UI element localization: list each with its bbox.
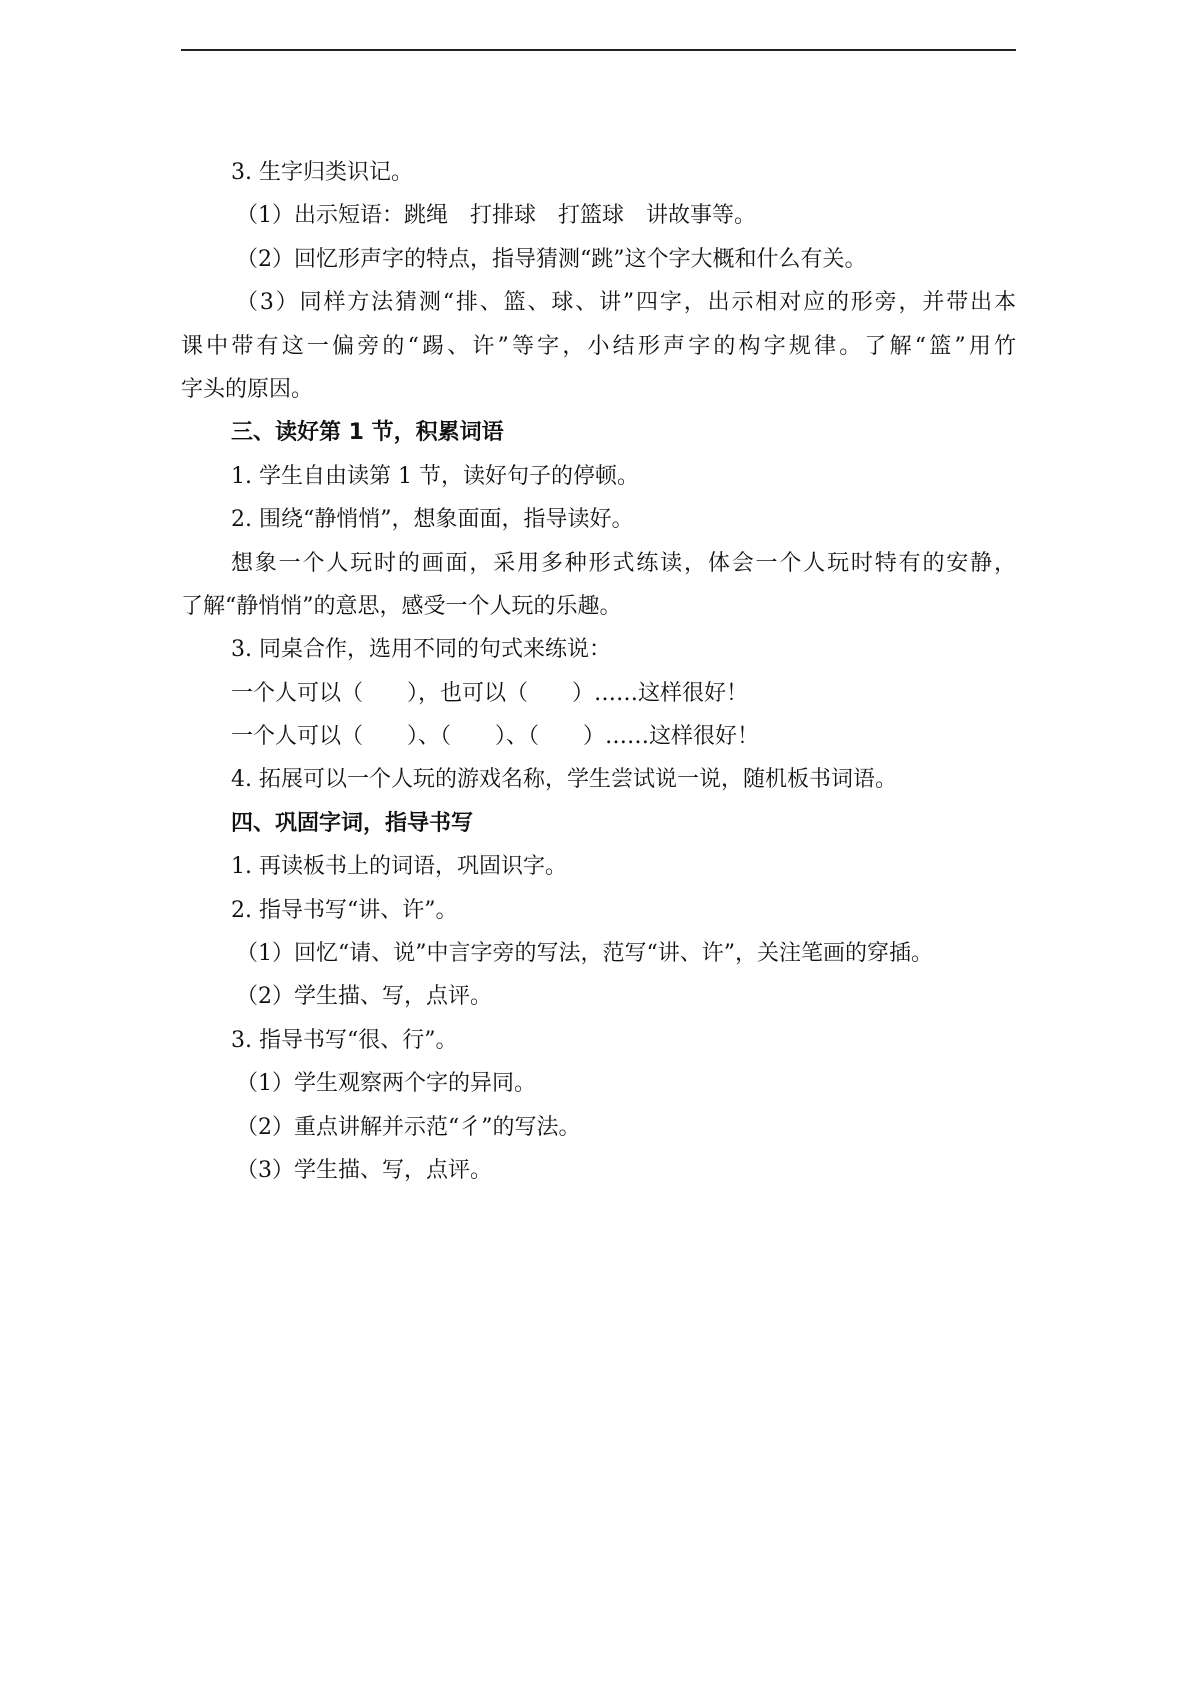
writing-item-2: 2. 指导书写“讲、许”。 <box>231 897 458 923</box>
section-heading-4: 四、巩固字词，指导书写 <box>231 810 474 836</box>
section-heading-3: 三、读好第 1 节，积累词语 <box>231 420 504 446</box>
document-body <box>181 151 1016 1192</box>
writing-subitem-4: （2）重点讲解并示范“彳”的写法。 <box>236 1114 581 1140</box>
writing-item-3: 3. 指导书写“很、行”。 <box>231 1027 458 1053</box>
paragraph-line-2: 了解“静悄悄”的意思，感受一个人玩的乐趣。 <box>181 593 622 619</box>
writing-subitem-5: （3）学生描、写，点评。 <box>236 1157 492 1183</box>
writing-subitem-3: （1）学生观察两个字的异同。 <box>236 1071 536 1097</box>
sub-item-2: （2）回忆形声字的特点，指导猜测“跳”这个字大概和什么有关。 <box>236 246 867 272</box>
sub-item-3-line-3: 字头的原因。 <box>181 376 314 402</box>
sentence-pattern-2: 一个人可以（ ）、（ ）、（ ）……这样很好！ <box>231 724 760 750</box>
reading-item-4: 4. 拓展可以一个人玩的游戏名称，学生尝试说一说，随机板书词语。 <box>231 767 897 793</box>
reading-item-3: 3. 同桌合作，选用不同的句式来练说： <box>231 637 611 663</box>
sub-item-1: （1）出示短语：跳绳 打排球 打篮球 讲故事等。 <box>236 203 756 229</box>
writing-item-1: 1. 再读板书上的词语，巩固识字。 <box>231 854 567 880</box>
sentence-pattern-1: 一个人可以（ ），也可以（ ）……这样很好！ <box>231 680 749 706</box>
sub-item-3-line-2: 课中带有这一偏旁的“踢、许”等字，小结形声字的构字规律。了解“篮”用竹 <box>181 333 1016 359</box>
paragraph-line-1: 想象一个人玩时的画面，采用多种形式练读，体会一个人玩时特有的安静， <box>231 550 1016 576</box>
writing-subitem-2: （2）学生描、写，点评。 <box>236 984 492 1010</box>
reading-item-2: 2. 围绕“静悄悄”，想象面面，指导读好。 <box>231 507 634 533</box>
header-rule <box>181 49 1016 51</box>
sub-item-3-line-1: （3）同样方法猜测“排、篮、球、讲”四字，出示相对应的形旁，并带出本 <box>236 290 1016 316</box>
writing-subitem-1: （1）回忆“请、说”中言字旁的写法，范写“讲、许”，关注笔画的穿插。 <box>236 941 933 967</box>
reading-item-1: 1. 学生自由读第 1 节，读好句子的停顿。 <box>231 463 639 489</box>
section-item-3: 3. 生字归类识记。 <box>231 160 413 185</box>
